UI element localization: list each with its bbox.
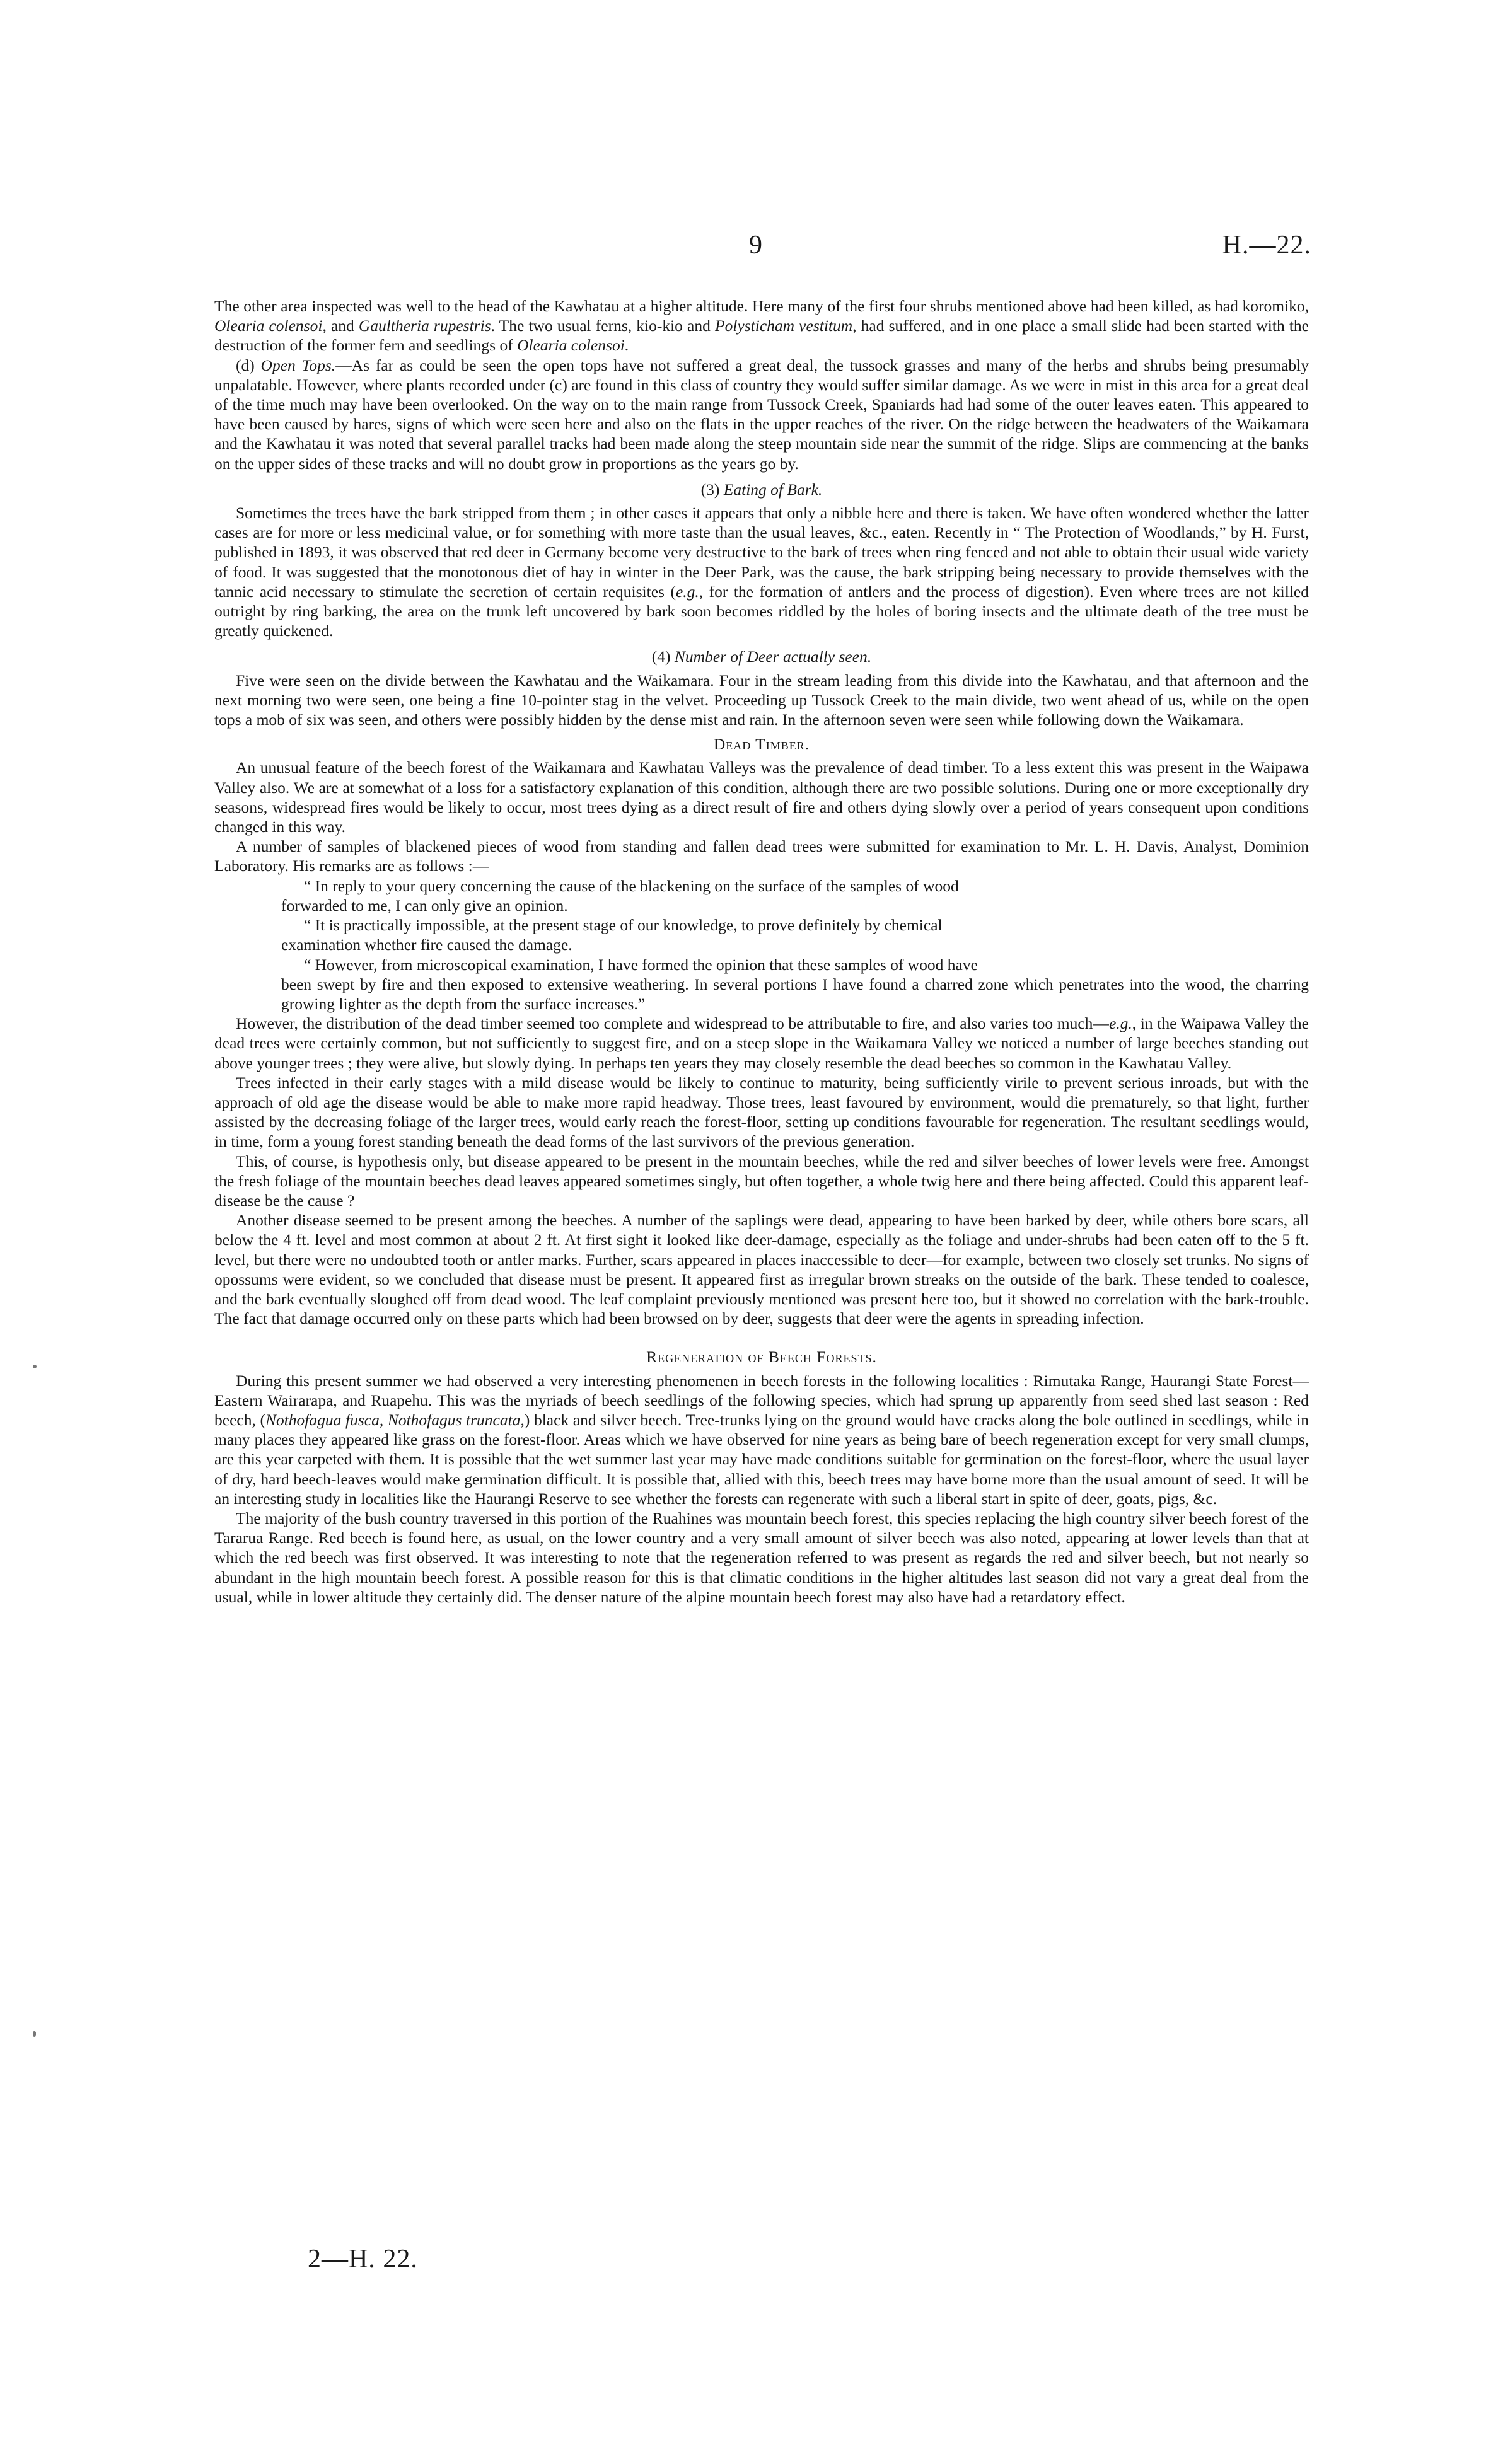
paragraph-number-of-deer: Five were seen on the divide between the Kawhatau and the Waikamara. Four in the stream leading from this divide into the Kawhatau, and that afternoon and the next morning two were seen, one being a fine 10-pointer stag in the velvet. Proceeding up Tussock Creek to the main divide, two went ahead of us, while on the open tops a mob of six was seen, and others were possibly hidden by the dense mist and rain. In the afternoon seven were seen while following down the Waikamara. [214, 671, 1309, 729]
scan-speck [33, 2031, 36, 2037]
paragraph-open-tops: (d) Open Tops.—As far as could be seen the open tops have not suffered a great deal, the tussock grasses and many of the herbs and shrubs being presumably unpalatable. However, where plants recorded under (c) are found in this class of country they would suffer similar damage. As we were in mist in this area for a great deal of the time much may have been overlooked. On the way on to the main range from Tussock Creek, Spaniards had had some of the outer leaves eaten. This appeared to have been caused by hares, signs of which were seen here and also on the flats in the upper reaches of the river. On the ridge between the headwaters of the Waikamara and the Kawhatau it was noted that several parallel tracks had been made along the steep mountain side near the summit of the ridge. Slips are commencing at the banks on the upper sides of these tracks and will no doubt grow in proportions as the years go by. [214, 356, 1309, 473]
quote-line-1-cont: forwarded to me, I can only give an opinion. [281, 896, 568, 915]
subheading-eating-of-bark: (3) Eating of Bark. [700, 480, 823, 499]
document-reference: H.—22. [1222, 231, 1311, 260]
paragraph-dead-timber-6: Another disease seemed to be present among the beeches. A number of the saplings were dead, appearing to have been barked by deer, while others bore scars, all below the 4 ft. level and most common at about 2 ft. At first sight it looked like deer-damage, especially as the foliage and under-shrubs had been eaten off to the 5 ft. level, but there were no undoubted tooth or antler marks. Further, scars appeared in places inaccessible to deer—for example, between two closely set trunks. No signs of opossums were evident, so we concluded that disease must be present. It appeared first as irregular brown streaks on the outside of the bark. These tended to coalesce, and the bark eventually sloughed off from dead wood. The leaf complaint previously mentioned was present here too, but it showed no correlation with the bark-trouble. The fact that damage occurred only on these parts which had been browsed on by deer, suggests that deer were the agents in spreading infection. [214, 1211, 1309, 1328]
heading-regeneration: Regeneration of Beech Forests. [646, 1348, 877, 1367]
quote-line-1: “ In reply to your query concerning the cause of the blackening on the surface of the samples of wood [304, 876, 959, 895]
quote-line-3-cont: been swept by fire and then exposed to extensive weathering. In several portions I have found a charred zone which penetrates into the wood, the charring growing lighter as the depth from the surface increases.” [281, 975, 1309, 1013]
page-number: 9 [749, 231, 762, 260]
paragraph-dead-timber-5: This, of course, is hypothesis only, but disease appeared to be present in the mountain beeches, while the red and silver beeches of lower levels were free. Amongst the fresh foliage of the mountain beeches dead leaves appeared sometimes singly, but often together, a whole twig here and there being affected. Could this apparent leaf-disease be the cause ? [214, 1152, 1309, 1210]
paragraph-dead-timber-4: Trees infected in their early stages with a mild disease would be likely to continue to maturity, being sufficiently virile to prevent serious inroads, but with the approach of old age the disease would be able to make more rapid headway. Those trees, least favoured by environment, would die prematurely, so that light, further assisted by the decreasing foliage of the larger trees, would early reach the forest-floor, setting up conditions favourable for regeneration. The resultant seedlings would, in time, form a young forest standing beneath the dead forms of the last survivors of the previous generation. [214, 1073, 1309, 1151]
quote-line-2-cont: examination whether fire caused the damage. [281, 935, 572, 954]
paragraph-dead-timber-1: An unusual feature of the beech forest of the Waikamara and Kawhatau Valleys was the prevalence of dead timber. To a less extent this was present in the Waipawa Valley also. We are at somewhat of a loss for a satisfactory explanation of this condition, although there are two possible solutions. During one or more exceptionally dry seasons, widespread fires would be likely to occur, most trees dying as a direct result of fire and others dying slowly over a period of years consequent upon conditions changed in this way. [214, 758, 1309, 836]
paragraph-dead-timber-2: A number of samples of blackened pieces of wood from standing and fallen dead trees were submitted for examination to Mr. L. H. Davis, Analyst, Dominion Laboratory. His remarks are as follows :— [214, 837, 1309, 876]
paragraph-regeneration-2: The majority of the bush country traversed in this portion of the Ruahines was mountain beech forest, this species replacing the high country silver beech forest of the Tararua Range. Red beech is found here, as usual, on the lower country and a very small amount of silver beech was also noted, appearing at lower levels than that at which the red beech was first observed. It was interesting to note that the regeneration referred to was present as regards the red and silver beech, but not nearly so abundant in the high mountain beech forest. A possible reason for this is that climatic conditions in the higher altitudes last season did not vary a great deal from the usual, while in lower altitude they certainly did. The denser nature of the alpine mountain beech forest may also have had a retardatory effect. [214, 1508, 1309, 1606]
footer-reference: 2—H. 22. [308, 2245, 418, 2274]
paragraph-dead-timber-3: However, the distribution of the dead timber seemed too complete and widespread to be attributable to fire, and also varies too much—e.g., in the Waipawa Valley the dead trees were certainly common, but not sufficiently to suggest fire, and on a steep slope in the Waikamara Valley we noticed a number of large beeches standing out above younger trees ; they were alive, but slowly dying. In perhaps ten years they may closely resemble the dead beeches so common in the Kawhatau Valley. [214, 1014, 1309, 1072]
paragraph-eating-of-bark: Sometimes the trees have the bark stripped from them ; in other cases it appears that only a nibble here and there is taken. We have often wondered whether the latter cases are for more or less medicinal value, or for something with more taste than the usual leaves, &c., eaten. Recently in “ The Protection of Woodlands,” by H. Furst, published in 1893, it was observed that red deer in Germany become very destructive to the bark of trees when ring fenced and not able to obtain their usual wide variety of food. It was suggested that the monotonous diet of hay in winter in the Deer Park, was the cause, the bark stripping being necessary to provide themselves with the tannic acid necessary to stimulate the secretion of certain requisites (e.g., for the formation of antlers and the process of digestion). Even where trees are not killed outright by ring barking, the area on the trunk left uncovered by bark soon becomes riddled by the holes of boring insects and the ultimate death of the tree must be greatly quickened. [214, 504, 1309, 640]
paragraph-regeneration-1: During this present summer we had observed a very interesting phenomenen in beech forests in the following localities : Rimutaka Range, Haurangi State Forest—Eastern Wairarapa, and Ruapehu. This was the myriads of beech seedlings of the following species, which had sprung up apparently from seed shed last season : Red beech, (Nothofagua fusca, Nothofagus truncata,) black and silver beech. Tree-trunks lying on the ground would have cracks along the bole outlined in seedlings, while in many places they appeared like grass on the forest-floor. Areas which we have observed for nine years as being bare of beech regeneration except for very small clumps, are this year carpeted with them. It is possible that the wet summer last year may have made conditions suitable for germination on the forest-floor, where the usual layer of dry, hard beech-leaves would make germination difficult. It is possible that, allied with this, beech trees may have borne more than the usual amount of seed. It will be an interesting study in localities like the Haurangi Reserve to see whether the forests can regenerate with such a liberal start in spite of deer, goats, pigs, &c. [214, 1371, 1309, 1508]
subheading-number-of-deer: (4) Number of Deer actually seen. [651, 647, 872, 666]
paragraph-kawhatau-area: The other area inspected was well to the head of the Kawhatau at a higher altitude. Here many of the first four shrubs mentioned above had been killed, as had koromiko, Olearia colensoi, and Gaultheria rupestris. The two usual ferns, kio-kio and Polysticham vestitum, had suffered, and in one place a small slide had been started with the destruction of the former fern and seedlings of Olearia colensoi. [214, 297, 1309, 355]
scan-speck [33, 1365, 37, 1368]
quote-line-3: “ However, from microscopical examination, I have formed the opinion that these samples of wood have [304, 955, 978, 974]
heading-dead-timber: Dead Timber. [713, 735, 810, 754]
quote-line-2: “ It is practically impossible, at the present stage of our knowledge, to prove definitely by chemical [304, 916, 943, 935]
body-text [214, 296, 1309, 1607]
